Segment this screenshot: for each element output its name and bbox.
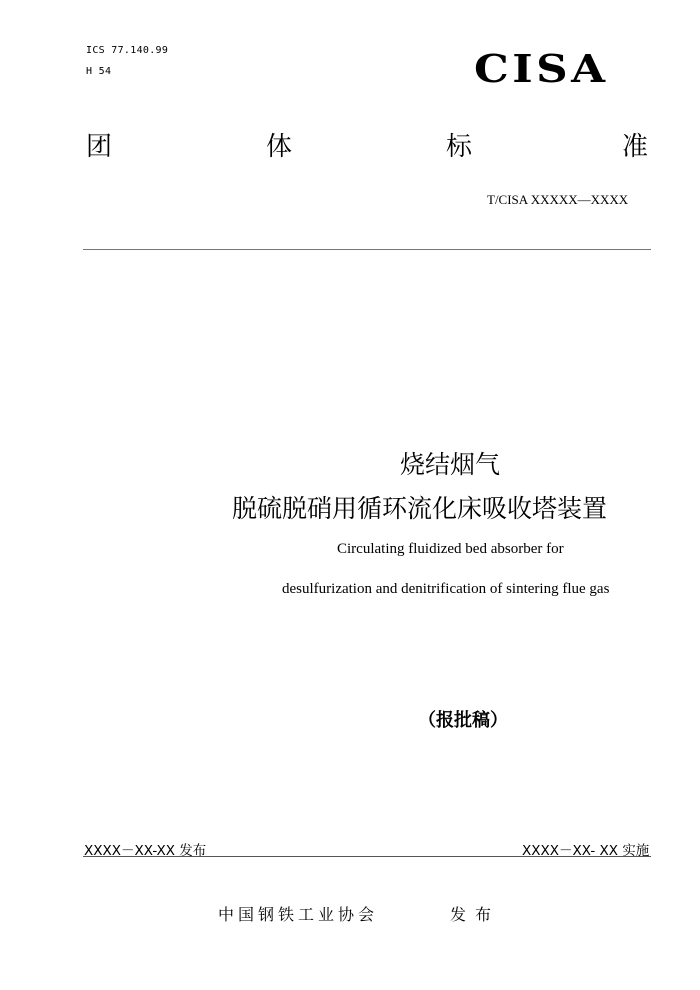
standard-type-char-2: 体 <box>266 132 293 162</box>
standard-type-char-1: 团 <box>86 132 113 162</box>
classification-code: H 54 <box>86 66 112 77</box>
implementation-date: XXXX－XX- XX 实施 <box>522 843 650 859</box>
issue-date: XXXX－XX-XX 发布 <box>84 843 207 859</box>
publish-label: 发布 <box>450 905 501 924</box>
draft-status: （报批稿） <box>418 710 508 731</box>
date-divider <box>83 856 651 857</box>
ics-code: ICS 77.140.99 <box>86 45 169 56</box>
standard-number: T/CISA XXXXX—XXXX <box>487 192 629 207</box>
header-divider <box>83 249 651 250</box>
issuing-organization: 中国钢铁工业协会 <box>218 905 379 924</box>
title-chinese-line-2: 脱硫脱硝用循环流化床吸收塔装置 <box>232 494 608 523</box>
title-chinese-line-1: 烧结烟气 <box>400 450 501 479</box>
standard-type-char-3: 标 <box>446 132 473 162</box>
title-english-line-1: Circulating fluidized bed absorber for <box>337 541 564 557</box>
title-english-line-2: desulfurization and denitrification of sintering flue gas <box>282 581 610 597</box>
cisa-logo: CISA <box>474 46 609 91</box>
standard-type-char-4: 准 <box>622 132 649 162</box>
